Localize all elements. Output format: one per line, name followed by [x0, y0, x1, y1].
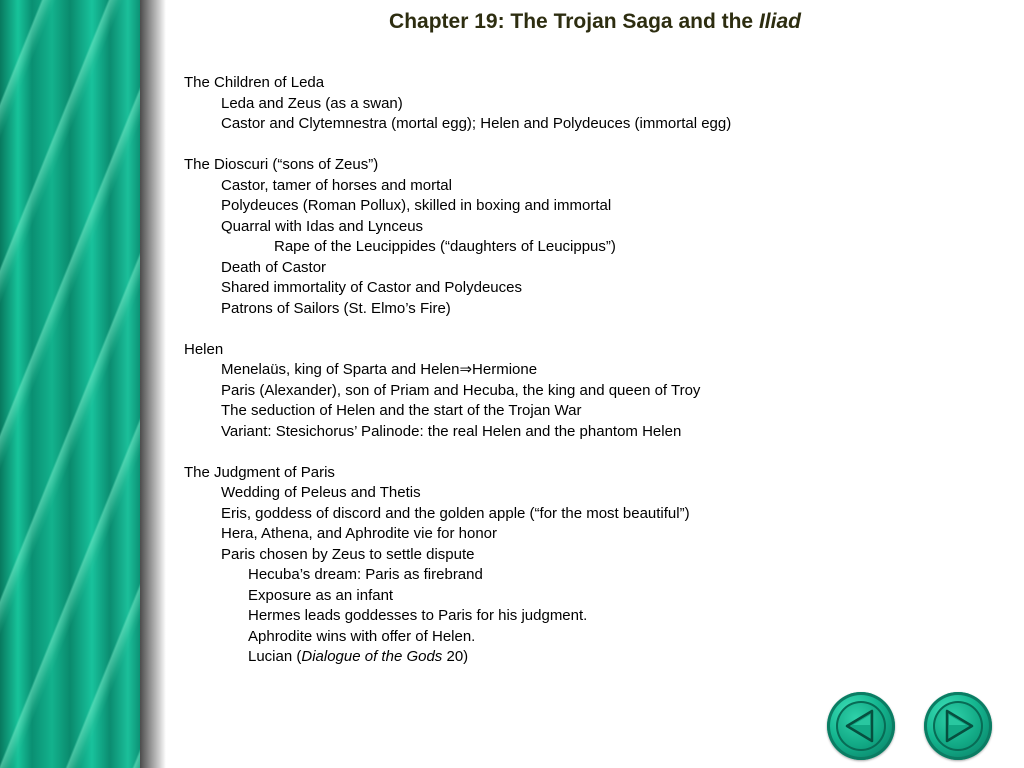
list-item: Paris (Alexander), son of Priam and Hecuba, the king and queen of Troy	[221, 381, 701, 399]
list-item: Leda and Zeus (as a swan)	[221, 94, 403, 112]
sub-list-item: Hecuba’s dream: Paris as firebrand	[248, 566, 483, 583]
slide-title-italic: Iliad	[758, 10, 801, 33]
list-item: Castor and Clytemnestra (mortal egg); Helen and Polydeuces (immortal egg)	[221, 115, 732, 132]
lucian-work-title: Dialogue of the Gods	[301, 648, 443, 665]
list-item: Variant: Stesichorus’ Palinode: the real Helen and the phantom Helen	[221, 422, 682, 440]
list-item: Paris chosen by Zeus to settle dispute	[221, 545, 475, 563]
section-heading-leda: The Children of Leda	[184, 74, 325, 91]
list-item: Patrons of Sailors (St. Elmo’s Fire)	[221, 299, 451, 317]
list-item: Death of Castor	[221, 258, 327, 276]
section-heading-judgment: The Judgment of Paris	[184, 463, 335, 481]
list-item: Polydeuces (Roman Pollux), skilled in boxing and immortal	[221, 197, 612, 214]
section-heading-helen: Helen	[184, 340, 224, 358]
spacer	[184, 442, 1004, 463]
decorative-left-border	[0, 0, 140, 768]
sub-list-item-lucian	[184, 647, 1004, 668]
next-slide-button[interactable]	[924, 692, 992, 760]
section-heading-dioscuri: The Dioscuri (“sons of Zeus”)	[184, 156, 379, 173]
lucian-suffix: 20)	[442, 648, 469, 665]
list-item: Castor, tamer of horses and mortal	[221, 176, 452, 194]
list-item: Wedding of Peleus and Thetis	[221, 484, 421, 501]
list-item: The seduction of Helen and the start of the Trojan War	[221, 402, 582, 419]
left-triangle-icon	[827, 692, 895, 760]
lucian-prefix: Lucian (	[248, 648, 302, 665]
outline-content	[184, 73, 1004, 668]
sub-list-item: Rape of the Leucippides (“daughters of Leucippus”)	[274, 238, 616, 255]
decorative-border-shadow	[140, 0, 166, 768]
list-item: Shared immortality of Castor and Polydeuces	[221, 279, 522, 296]
slide-title-text: Chapter 19: The Trojan Saga and the	[389, 10, 759, 33]
sub-list-item: Exposure as an infant	[248, 586, 394, 604]
sub-list-item: Hermes leads goddesses to Paris for his judgment.	[248, 607, 588, 624]
list-item: Menelaüs, king of Sparta and Helen⇒Hermione	[221, 361, 538, 378]
list-item: Quarral with Idas and Lynceus	[221, 217, 424, 235]
sub-list-item: Aphrodite wins with offer of Helen.	[248, 627, 476, 645]
spacer	[184, 319, 1004, 340]
list-item: Hera, Athena, and Aphrodite vie for honor	[221, 525, 498, 542]
slide-title	[166, 8, 1024, 36]
spacer	[184, 135, 1004, 156]
right-triangle-icon	[924, 692, 992, 760]
previous-slide-button[interactable]	[827, 692, 895, 760]
list-item: Eris, goddess of discord and the golden apple (“for the most beautiful”)	[221, 504, 690, 522]
